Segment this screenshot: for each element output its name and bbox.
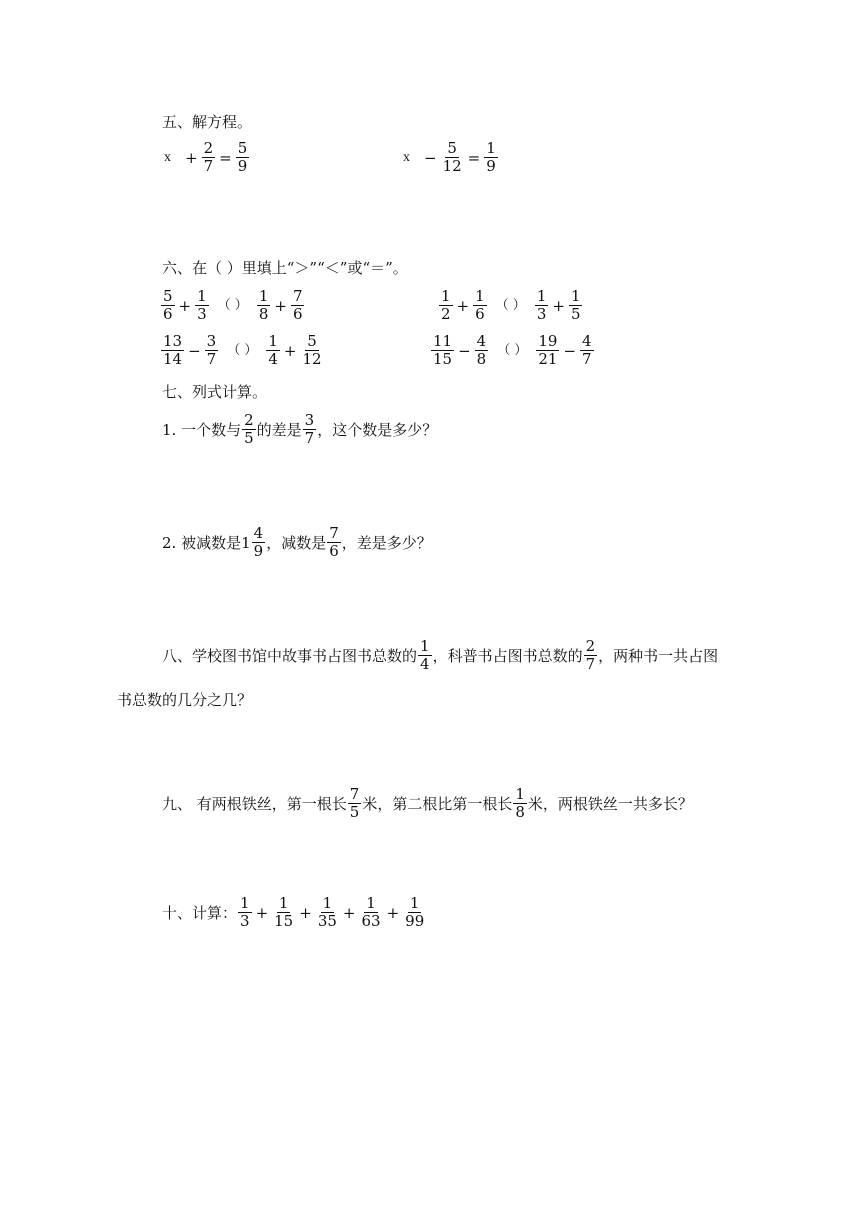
operator: + (552, 296, 565, 315)
fraction (242, 412, 256, 447)
fraction (535, 288, 549, 323)
section-10-question (162, 895, 427, 930)
numerator: 13 (163, 332, 183, 350)
question-text: ，差是多少？ (341, 533, 432, 552)
question-text: 八、学校图书馆中故事书占图书总数的 (162, 646, 418, 665)
numerator: 2 (244, 411, 254, 429)
numerator: 2 (203, 139, 214, 157)
fraction (238, 895, 252, 930)
denominator: 63 (361, 912, 381, 930)
numerator: 1 (441, 287, 451, 305)
question-text: 米，第二根比第一根长 (362, 794, 513, 813)
denominator: 5 (244, 429, 254, 447)
numerator: 3 (304, 411, 315, 429)
numerator: 4 (253, 524, 264, 542)
section-7-title: 七、列式计算。 (162, 383, 268, 401)
numerator: 4 (582, 332, 592, 350)
numerator: 19 (538, 332, 558, 350)
fraction (580, 333, 594, 368)
fraction (236, 140, 250, 175)
denominator: 7 (304, 429, 315, 447)
numerator: 5 (307, 332, 317, 350)
fraction (441, 140, 464, 175)
compare-row-1-right (438, 288, 583, 323)
operator: + (255, 903, 269, 922)
denominator: 12 (302, 350, 322, 368)
denominator: 5 (349, 803, 360, 821)
denominator: 6 (475, 305, 485, 323)
numerator: 4 (476, 332, 487, 350)
operator: + (283, 341, 297, 360)
numerator: 1 (420, 637, 430, 655)
denominator: 5 (570, 305, 581, 323)
denominator: 35 (317, 912, 337, 930)
equation-1 (164, 140, 250, 175)
variable-x: x (403, 149, 410, 165)
section-9-question (162, 786, 693, 821)
numerator: 5 (237, 139, 248, 157)
fraction (513, 786, 527, 821)
numerator: 1 (258, 287, 269, 305)
numerator: 1 (268, 332, 278, 350)
numerator: 5 (163, 287, 173, 305)
fraction (195, 288, 209, 323)
mixed-number-whole: 1 (241, 533, 251, 552)
numerator: 1 (278, 894, 289, 912)
fraction (569, 288, 583, 323)
fraction (484, 140, 498, 175)
denominator: 15 (274, 912, 294, 930)
fraction (348, 786, 362, 821)
fraction (359, 895, 382, 930)
operator: + (299, 903, 312, 922)
fraction (266, 333, 280, 368)
denominator: 9 (486, 157, 496, 175)
fraction (291, 288, 305, 323)
question-text: 十、计算： (162, 903, 238, 922)
question-text: 的差是 (256, 420, 302, 439)
operator: + (342, 903, 356, 922)
operator: + (456, 296, 470, 315)
denominator: 2 (441, 305, 451, 323)
denominator: 3 (240, 912, 250, 930)
operator: + (185, 148, 198, 167)
denominator: 6 (329, 542, 339, 560)
answer-blank[interactable]: （ ） (497, 342, 528, 358)
numerator: 1 (197, 287, 207, 305)
numerator: 2 (585, 637, 596, 655)
denominator: 21 (538, 350, 558, 368)
numerator: 7 (349, 785, 360, 803)
denominator: 9 (253, 542, 264, 560)
variable-x: x (164, 149, 171, 165)
compare-row-2-left (160, 333, 325, 368)
numerator: 3 (206, 332, 217, 350)
numerator: 1 (536, 287, 547, 305)
operator: − (188, 341, 201, 360)
denominator: 8 (476, 350, 487, 368)
numerator: 1 (322, 894, 333, 912)
section-5-title: 五、解方程。 (162, 113, 253, 131)
numerator: 11 (433, 332, 453, 350)
denominator: 12 (442, 157, 462, 175)
fraction (161, 333, 184, 368)
denominator: 7 (206, 350, 217, 368)
denominator: 99 (405, 912, 425, 930)
equals-sign: = (219, 148, 232, 167)
numerator: 1 (366, 894, 376, 912)
fraction (252, 525, 266, 560)
numerator: 1 (515, 785, 525, 803)
question-text: ，这个数是多少？ (317, 420, 438, 439)
numerator: 1 (409, 894, 420, 912)
operator: + (274, 296, 287, 315)
denominator: 6 (163, 305, 173, 323)
question-text: 2. 被减数是 (162, 533, 242, 552)
compare-row-1-left (160, 288, 305, 323)
question-text: 九、 有两根铁丝，第一根长 (162, 794, 347, 813)
section-8-question-line-2: 书总数的几分之几？ (117, 691, 253, 709)
denominator: 6 (292, 305, 303, 323)
denominator: 8 (515, 803, 525, 821)
fraction (403, 895, 426, 930)
question-7-2 (162, 525, 432, 560)
answer-blank[interactable]: （ ） (217, 297, 248, 313)
fraction (536, 333, 559, 368)
question-text: ，科普书占图书总数的 (432, 646, 583, 665)
numerator: 5 (447, 139, 457, 157)
fraction (303, 412, 317, 447)
numerator: 7 (292, 287, 303, 305)
equation-2 (403, 140, 499, 175)
denominator: 14 (163, 350, 183, 368)
denominator: 7 (203, 157, 214, 175)
question-7-1 (162, 412, 437, 447)
numerator: 1 (475, 287, 485, 305)
question-text: ，两种书一共占图 (598, 646, 719, 665)
answer-blank[interactable]: （ ） (227, 342, 258, 358)
fraction (431, 333, 454, 368)
section-8-question (162, 638, 718, 673)
numerator: 1 (486, 139, 496, 157)
fraction (257, 288, 271, 323)
equals-sign: = (467, 148, 481, 167)
denominator: 4 (268, 350, 278, 368)
denominator: 7 (582, 350, 592, 368)
compare-row-2-right (430, 333, 595, 368)
fraction (161, 288, 175, 323)
fraction (327, 525, 341, 560)
operator: − (563, 341, 577, 360)
fraction (418, 638, 432, 673)
numerator: 1 (240, 894, 250, 912)
numerator: 7 (329, 524, 339, 542)
question-text: ，减数是 (266, 533, 327, 552)
fraction (300, 333, 323, 368)
fraction (272, 895, 295, 930)
denominator: 3 (536, 305, 547, 323)
fraction (473, 288, 487, 323)
denominator: 9 (237, 157, 248, 175)
operator: − (458, 341, 471, 360)
fraction (439, 288, 453, 323)
question-text: 1. 一个数与 (162, 420, 242, 439)
fraction (584, 638, 598, 673)
question-text: 米，两根铁丝一共多长？ (527, 794, 693, 813)
operator: + (178, 296, 192, 315)
fraction (202, 140, 216, 175)
denominator: 8 (258, 305, 269, 323)
denominator: 7 (585, 655, 596, 673)
fraction (475, 333, 489, 368)
denominator: 3 (197, 305, 207, 323)
fraction (205, 333, 219, 368)
operator: − (424, 148, 437, 167)
fraction (316, 895, 339, 930)
operator: + (386, 903, 400, 922)
denominator: 15 (433, 350, 453, 368)
denominator: 4 (420, 655, 430, 673)
answer-blank[interactable]: （ ） (495, 297, 526, 313)
numerator: 1 (570, 287, 581, 305)
section-6-title: 六、在（ ）里填上“＞”“＜”或“＝”。 (162, 259, 408, 277)
